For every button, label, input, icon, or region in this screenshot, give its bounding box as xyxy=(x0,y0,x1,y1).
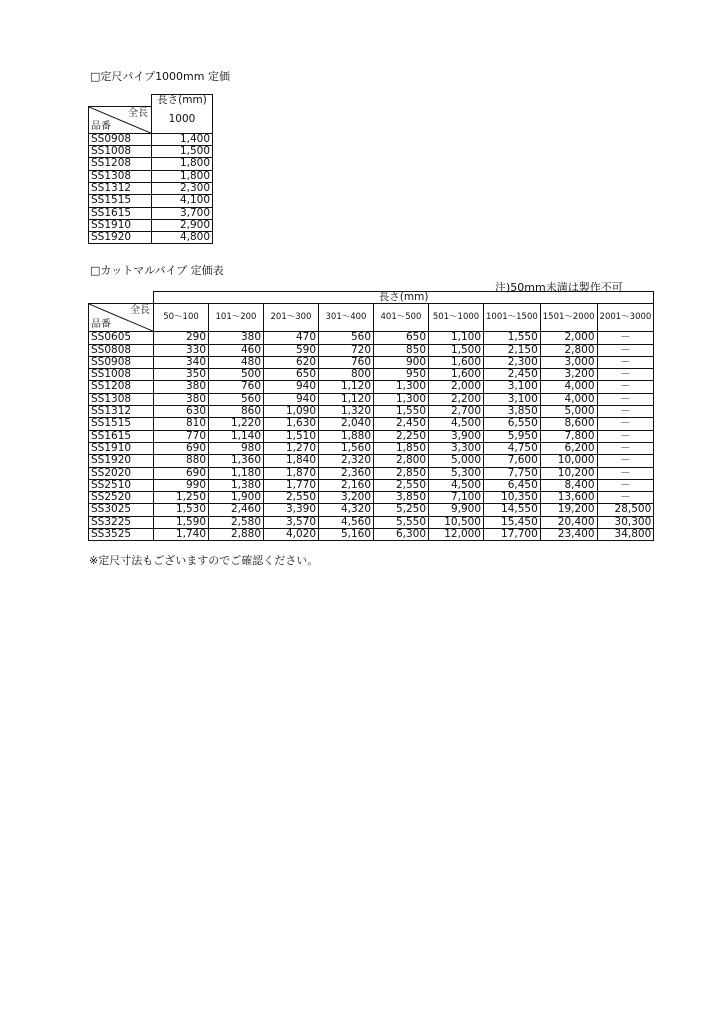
price-cell: 4,560 xyxy=(319,516,374,528)
price-cell: 3,100 xyxy=(484,381,541,393)
table-header-row xyxy=(89,106,213,133)
table-row xyxy=(89,182,213,194)
product-code: SS2020 xyxy=(89,467,154,479)
price-cell: 340 xyxy=(154,356,209,368)
price-cell: 560 xyxy=(319,332,374,344)
table-row xyxy=(89,344,654,356)
price-cell: 3,850 xyxy=(484,406,541,418)
price-cell: 850 xyxy=(374,344,429,356)
price-cell: 1,560 xyxy=(319,442,374,454)
price-cell: 2,250 xyxy=(374,430,429,442)
product-code: SS0605 xyxy=(89,332,154,344)
table-row xyxy=(89,418,654,430)
price-cell: 1,400 xyxy=(152,133,213,145)
table-row xyxy=(89,195,213,207)
price-cell: 1,300 xyxy=(374,393,429,405)
product-code: SS2520 xyxy=(89,492,154,504)
price-cell: 1,530 xyxy=(154,504,209,516)
price-cell: 2,000 xyxy=(540,332,597,344)
table-row xyxy=(89,207,213,219)
price-cell: 1,770 xyxy=(264,479,319,491)
section1-title: □定尺パイプ1000mm 定価 xyxy=(90,70,230,83)
price-cell: 2,450 xyxy=(374,418,429,430)
product-code: SS3225 xyxy=(89,516,154,528)
diag-top-label: 全長 xyxy=(130,305,150,317)
price-cell: 23,400 xyxy=(540,529,597,541)
price-cell: 990 xyxy=(154,479,209,491)
price-cell: 10,500 xyxy=(429,516,484,528)
price-cell: 1,550 xyxy=(484,332,541,344)
range-header: 201～300 xyxy=(264,304,319,332)
price-cell: 380 xyxy=(154,381,209,393)
product-code: SS1615 xyxy=(89,430,154,442)
price-cell: 1,800 xyxy=(152,170,213,182)
price-cell: 7,800 xyxy=(540,430,597,442)
product-code: SS1910 xyxy=(89,219,152,231)
price-cell: 950 xyxy=(374,369,429,381)
table-row xyxy=(89,158,213,170)
price-cell: － xyxy=(597,332,654,344)
price-cell: 3,200 xyxy=(319,492,374,504)
cut-pipe-price-table xyxy=(88,291,654,541)
price-cell: 28,500 xyxy=(597,504,654,516)
price-cell: 4,500 xyxy=(429,418,484,430)
price-cell: 19,200 xyxy=(540,504,597,516)
price-cell: 7,600 xyxy=(484,455,541,467)
price-cell: 2,160 xyxy=(319,479,374,491)
product-code: SS0908 xyxy=(89,133,152,145)
price-cell: 1,880 xyxy=(319,430,374,442)
price-cell: － xyxy=(597,442,654,454)
product-code: SS1208 xyxy=(89,158,152,170)
price-cell: 590 xyxy=(264,344,319,356)
product-code: SS1910 xyxy=(89,442,154,454)
price-cell: 1,800 xyxy=(152,158,213,170)
price-cell: 290 xyxy=(154,332,209,344)
product-code: SS1312 xyxy=(89,182,152,194)
price-cell: － xyxy=(597,406,654,418)
table-row xyxy=(89,381,654,393)
price-cell: 8,600 xyxy=(540,418,597,430)
price-cell: 3,200 xyxy=(540,369,597,381)
price-cell: 6,550 xyxy=(484,418,541,430)
table-row xyxy=(89,455,654,467)
table-row xyxy=(89,430,654,442)
price-cell: 5,250 xyxy=(374,504,429,516)
price-cell: 1,500 xyxy=(429,344,484,356)
table-row xyxy=(89,492,654,504)
price-cell: 7,100 xyxy=(429,492,484,504)
price-cell: 3,900 xyxy=(429,430,484,442)
price-cell: 10,200 xyxy=(540,467,597,479)
price-cell: 1,850 xyxy=(374,442,429,454)
price-cell: 7,750 xyxy=(484,467,541,479)
price-cell: 5,160 xyxy=(319,529,374,541)
product-code: SS3525 xyxy=(89,529,154,541)
diag-bottom-label: 品番 xyxy=(91,319,111,330)
price-cell: 6,300 xyxy=(374,529,429,541)
price-cell: 2,700 xyxy=(429,406,484,418)
price-cell: － xyxy=(597,393,654,405)
price-cell: 14,550 xyxy=(484,504,541,516)
price-cell: 560 xyxy=(209,393,264,405)
price-cell: 2,550 xyxy=(264,492,319,504)
price-cell: 2,800 xyxy=(540,344,597,356)
production-note: 注)50mm未満は製作不可 xyxy=(495,281,623,294)
product-code: SS1008 xyxy=(89,369,154,381)
table-row xyxy=(89,232,213,244)
length-label: 長さ(mm) xyxy=(154,292,654,304)
fixed-length-price-table xyxy=(88,94,213,244)
price-cell: 800 xyxy=(319,369,374,381)
price-cell: 1,840 xyxy=(264,455,319,467)
range-header: 301～400 xyxy=(319,304,374,332)
table-row xyxy=(89,516,654,528)
price-cell: 1,550 xyxy=(374,406,429,418)
product-code: SS1008 xyxy=(89,146,152,158)
table-row xyxy=(89,146,213,158)
table-row xyxy=(89,406,654,418)
price-cell: 2,850 xyxy=(374,467,429,479)
price-cell: 760 xyxy=(319,356,374,368)
product-code: SS0908 xyxy=(89,356,154,368)
table-header-row xyxy=(89,292,654,304)
price-cell: － xyxy=(597,430,654,442)
price-cell: 1,300 xyxy=(374,381,429,393)
price-cell: 1,320 xyxy=(319,406,374,418)
price-cell: 1,510 xyxy=(264,430,319,442)
price-cell: 1,900 xyxy=(209,492,264,504)
price-cell: － xyxy=(597,344,654,356)
price-cell: 1,380 xyxy=(209,479,264,491)
price-cell: 5,000 xyxy=(540,406,597,418)
price-cell: 2,200 xyxy=(429,393,484,405)
product-code: SS2510 xyxy=(89,479,154,491)
table-row xyxy=(89,442,654,454)
price-cell: 470 xyxy=(264,332,319,344)
price-cell: 2,580 xyxy=(209,516,264,528)
price-cell: － xyxy=(597,492,654,504)
product-code: SS1308 xyxy=(89,170,152,182)
price-cell: 500 xyxy=(209,369,264,381)
price-cell: 10,000 xyxy=(540,455,597,467)
price-cell: 2,450 xyxy=(484,369,541,381)
price-cell: 900 xyxy=(374,356,429,368)
product-code: SS1515 xyxy=(89,418,154,430)
price-cell: 720 xyxy=(319,344,374,356)
price-cell: 12,000 xyxy=(429,529,484,541)
price-cell: 1,360 xyxy=(209,455,264,467)
price-cell: 1,250 xyxy=(154,492,209,504)
table-row xyxy=(89,479,654,491)
price-cell: 1,090 xyxy=(264,406,319,418)
range-header: 50～100 xyxy=(154,304,209,332)
product-code: SS0808 xyxy=(89,344,154,356)
price-cell: 4,750 xyxy=(484,442,541,454)
price-cell: 1,600 xyxy=(429,369,484,381)
table-row xyxy=(89,529,654,541)
price-cell: 760 xyxy=(209,381,264,393)
diag-bottom-label: 品番 xyxy=(91,120,111,132)
price-cell: 20,400 xyxy=(540,516,597,528)
section2-title: □カットマルパイプ 定価表 xyxy=(90,264,224,277)
price-cell: 380 xyxy=(154,393,209,405)
product-code: SS1208 xyxy=(89,381,154,393)
price-cell: － xyxy=(597,455,654,467)
table-row xyxy=(89,393,654,405)
price-cell: 3,100 xyxy=(484,393,541,405)
price-cell: 3,000 xyxy=(540,356,597,368)
product-code: SS1920 xyxy=(89,232,152,244)
table-row xyxy=(89,356,654,368)
price-cell: 1,630 xyxy=(264,418,319,430)
price-cell: 15,450 xyxy=(484,516,541,528)
price-cell: 770 xyxy=(154,430,209,442)
product-code: SS1308 xyxy=(89,393,154,405)
range-header: 1501～2000 xyxy=(540,304,597,332)
price-cell: 5,000 xyxy=(429,455,484,467)
price-cell: 4,020 xyxy=(264,529,319,541)
price-cell: 34,800 xyxy=(597,529,654,541)
price-cell: 2,360 xyxy=(319,467,374,479)
range-header-row xyxy=(89,304,654,332)
price-cell: 940 xyxy=(264,393,319,405)
price-cell: 4,000 xyxy=(540,393,597,405)
price-cell: 1,120 xyxy=(319,381,374,393)
price-cell: 1,180 xyxy=(209,467,264,479)
table-row xyxy=(89,504,654,516)
diagonal-header-cell xyxy=(89,304,154,332)
price-cell: 1,870 xyxy=(264,467,319,479)
price-cell: 4,800 xyxy=(152,232,213,244)
price-cell: 620 xyxy=(264,356,319,368)
product-code: SS1312 xyxy=(89,406,154,418)
price-cell: 3,300 xyxy=(429,442,484,454)
diag-top-label: 全長 xyxy=(128,107,148,119)
price-cell: 810 xyxy=(154,418,209,430)
price-cell: 1,140 xyxy=(209,430,264,442)
range-header: 2001～3000 xyxy=(597,304,654,332)
price-cell: 4,100 xyxy=(152,195,213,207)
price-cell: 2,150 xyxy=(484,344,541,356)
price-cell: 460 xyxy=(209,344,264,356)
price-cell: － xyxy=(597,418,654,430)
price-cell: 380 xyxy=(209,332,264,344)
table-row xyxy=(89,332,654,344)
price-cell: 5,300 xyxy=(429,467,484,479)
price-cell: 350 xyxy=(154,369,209,381)
price-cell: 2,880 xyxy=(209,529,264,541)
price-cell: － xyxy=(597,381,654,393)
blank-cell xyxy=(89,95,152,107)
price-cell: 17,700 xyxy=(484,529,541,541)
table-row xyxy=(89,467,654,479)
price-cell: 5,950 xyxy=(484,430,541,442)
price-cell: 1,590 xyxy=(154,516,209,528)
price-cell: 3,570 xyxy=(264,516,319,528)
price-cell: 9,900 xyxy=(429,504,484,516)
price-cell: 330 xyxy=(154,344,209,356)
price-cell: 2,900 xyxy=(152,219,213,231)
price-cell: 650 xyxy=(374,332,429,344)
price-cell: 860 xyxy=(209,406,264,418)
table-row xyxy=(89,133,213,145)
product-code: SS1920 xyxy=(89,455,154,467)
price-cell: 2,040 xyxy=(319,418,374,430)
price-cell: 3,390 xyxy=(264,504,319,516)
price-cell: － xyxy=(597,356,654,368)
price-cell: － xyxy=(597,369,654,381)
price-cell: 4,000 xyxy=(540,381,597,393)
price-cell: 3,850 xyxy=(374,492,429,504)
price-cell: 2,000 xyxy=(429,381,484,393)
footnote: ※定尺寸法もございますのでご確認ください。 xyxy=(89,554,319,567)
price-cell: 940 xyxy=(264,381,319,393)
price-cell: 1,220 xyxy=(209,418,264,430)
price-cell: 2,800 xyxy=(374,455,429,467)
range-header: 1001～1500 xyxy=(484,304,541,332)
table-row xyxy=(89,170,213,182)
range-header: 101～200 xyxy=(209,304,264,332)
price-cell: 690 xyxy=(154,442,209,454)
length-value: 1000 xyxy=(152,106,213,133)
diagonal-header-cell xyxy=(89,106,152,133)
price-cell: 1,500 xyxy=(152,146,213,158)
price-cell: 1,600 xyxy=(429,356,484,368)
price-cell: 2,300 xyxy=(152,182,213,194)
price-cell: 2,460 xyxy=(209,504,264,516)
table-row xyxy=(89,369,654,381)
length-label: 長さ(mm) xyxy=(152,95,213,107)
price-cell: 3,700 xyxy=(152,207,213,219)
price-cell: 630 xyxy=(154,406,209,418)
range-header: 401～500 xyxy=(374,304,429,332)
price-cell: 5,550 xyxy=(374,516,429,528)
table-header-row xyxy=(89,95,213,107)
range-header: 501～1000 xyxy=(429,304,484,332)
price-cell: 4,320 xyxy=(319,504,374,516)
product-code: SS3025 xyxy=(89,504,154,516)
price-cell: 6,450 xyxy=(484,479,541,491)
price-cell: 10,350 xyxy=(484,492,541,504)
price-cell: 8,400 xyxy=(540,479,597,491)
blank-cell xyxy=(89,292,154,304)
price-cell: 690 xyxy=(154,467,209,479)
price-cell: 4,500 xyxy=(429,479,484,491)
price-cell: － xyxy=(597,467,654,479)
price-cell: 480 xyxy=(209,356,264,368)
price-cell: 2,320 xyxy=(319,455,374,467)
price-cell: 1,740 xyxy=(154,529,209,541)
price-cell: 1,100 xyxy=(429,332,484,344)
price-cell: 30,300 xyxy=(597,516,654,528)
price-cell: 650 xyxy=(264,369,319,381)
price-cell: 13,600 xyxy=(540,492,597,504)
price-cell: － xyxy=(597,479,654,491)
price-cell: 1,120 xyxy=(319,393,374,405)
price-cell: 880 xyxy=(154,455,209,467)
price-cell: 2,300 xyxy=(484,356,541,368)
product-code: SS1615 xyxy=(89,207,152,219)
product-code: SS1515 xyxy=(89,195,152,207)
price-cell: 980 xyxy=(209,442,264,454)
price-cell: 6,200 xyxy=(540,442,597,454)
price-cell: 1,270 xyxy=(264,442,319,454)
table-row xyxy=(89,219,213,231)
price-cell: 2,550 xyxy=(374,479,429,491)
